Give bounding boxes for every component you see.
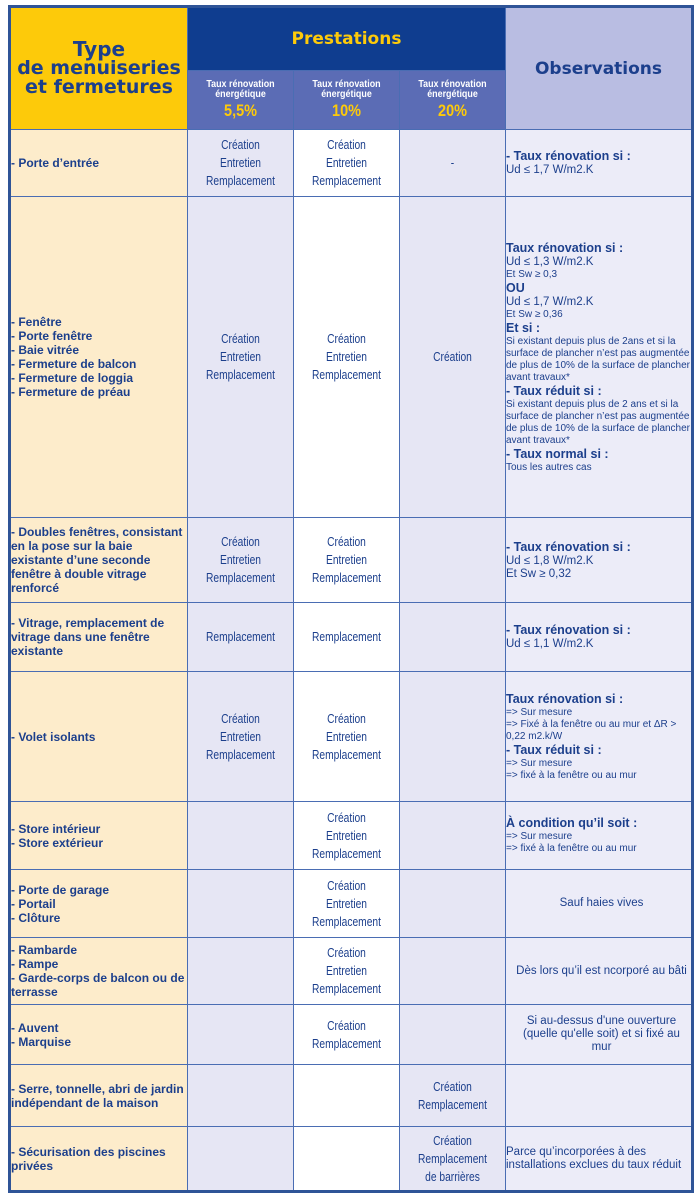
observation-text: Ud ≤ 1,3 W/m2.K — [506, 255, 594, 268]
service-label: Remplacement — [312, 747, 381, 762]
table-row — [10, 1065, 693, 1127]
type-cell — [10, 802, 188, 870]
service-label: Entretien — [325, 156, 368, 170]
observation-cell — [506, 603, 693, 672]
service-label: Création — [433, 1133, 472, 1148]
service-label: Entretien — [325, 553, 368, 567]
observation-text: Si existant depuis plus de 2ans et si la surface de plancher n’est pas augmentée de plus de 10% de la surface de plancher avant travaux* — [506, 335, 691, 383]
observation-heading: OU — [506, 280, 525, 295]
type-header-line-2: de menuiseries — [17, 57, 181, 79]
type-item: - Porte de garage — [11, 882, 110, 897]
service-label: Remplacement — [206, 630, 275, 644]
table-row — [10, 802, 693, 870]
service-label: Création — [221, 138, 260, 152]
observation-cell — [506, 130, 693, 197]
observation-text: Si au-dessus d'une ouverture (quelle qu'elle soit) et si fixé au mur — [523, 1015, 680, 1053]
observation-heading: Taux rénovation si : — [506, 691, 624, 706]
type-item: - Porte d’entrée — [11, 156, 100, 170]
type-item: - Baie vitrée — [11, 343, 80, 357]
type-item: - Serre, tonnelle, abri de jardin indépendant de la maison — [11, 1081, 184, 1110]
service-label: Création — [221, 535, 260, 549]
rate-10-cell — [294, 1065, 400, 1127]
service-label: Création — [433, 1079, 472, 1094]
rate-10-cell — [294, 870, 400, 938]
service-label: Remplacement — [312, 846, 381, 861]
rate-10-cell — [294, 197, 400, 518]
observation-text: Ud ≤ 1,7 W/m2.K — [506, 164, 594, 176]
service-label: Entretien — [219, 553, 262, 567]
service-label: Entretien — [219, 350, 262, 364]
service-label: Remplacement — [206, 174, 275, 188]
type-cell — [10, 1127, 188, 1192]
type-item: - Garde-corps de balcon ou de terrasse — [11, 971, 185, 999]
service-label: Remplacement — [312, 914, 381, 929]
type-item: - Store extérieur — [11, 835, 104, 850]
observation-cell — [506, 197, 693, 518]
rate-20-cell — [400, 1065, 506, 1127]
service-label: Création — [221, 711, 260, 726]
observations-header: Observations — [506, 7, 693, 130]
service-label: Création — [327, 878, 366, 893]
rate-label: Taux rénovation — [206, 78, 275, 90]
type-item: - Marquise — [11, 1034, 72, 1049]
type-item: - Store intérieur — [11, 821, 101, 836]
rate-10-cell — [294, 672, 400, 802]
rate-10-cell — [294, 518, 400, 603]
service-label: de barrières — [425, 1169, 480, 1184]
service-label: Remplacement — [418, 1151, 487, 1166]
type-header-line-1: Type — [72, 37, 126, 61]
observation-cell — [506, 870, 693, 938]
service-label: - — [450, 156, 455, 170]
rate-label: Taux rénovation — [418, 78, 487, 90]
service-label: Remplacement — [206, 747, 275, 762]
rate-10-cell — [294, 938, 400, 1005]
observation-text: Ud ≤ 1,1 W/m2.K — [506, 638, 594, 650]
rate-10-cell — [294, 603, 400, 672]
service-label: Entretien — [325, 896, 368, 911]
rate-20-cell — [400, 1127, 506, 1192]
rate-20-cell — [400, 197, 506, 518]
rate-label: énergétique — [427, 88, 478, 100]
vat-rates-table — [8, 5, 694, 1193]
observation-text: Dès lors qu’il est ncorporé au bâti — [516, 964, 687, 977]
rate-5-5-cell — [188, 870, 294, 938]
service-label: Remplacement — [312, 982, 381, 996]
service-label: Remplacement — [312, 174, 381, 188]
type-item: - Porte fenêtre — [11, 329, 93, 343]
type-item: - Fermeture de loggia — [11, 371, 134, 385]
rate-10-cell — [294, 1127, 400, 1192]
observation-text: => fixé à la fenêtre ou au mur — [506, 769, 637, 781]
table-row — [10, 518, 693, 603]
observation-cell — [506, 1005, 693, 1065]
type-column-header — [10, 7, 188, 130]
observation-heading: - Taux normal si : — [506, 446, 609, 461]
type-cell — [10, 1065, 188, 1127]
type-item: - Rampe — [11, 957, 59, 971]
observation-text: Et Sw ≥ 0,3 — [506, 268, 558, 280]
observation-text: Et Sw ≥ 0,36 — [506, 308, 563, 320]
service-label: Entretien — [325, 350, 368, 364]
service-label: Entretien — [219, 156, 262, 170]
observation-text: Ud ≤ 1,7 W/m2.K — [506, 295, 594, 308]
type-cell — [10, 938, 188, 1005]
observation-heading: À condition qu’il soit : — [506, 816, 638, 830]
type-item: - Sécurisation des piscines privées — [11, 1144, 166, 1173]
service-label: Entretien — [219, 729, 262, 744]
rate-5-5-cell — [188, 802, 294, 870]
rate-20-cell — [400, 603, 506, 672]
rate-20-cell — [400, 870, 506, 938]
rate-10-cell — [294, 1005, 400, 1065]
type-item: - Rambarde — [11, 943, 78, 957]
observation-text: => Sur mesure — [506, 757, 573, 769]
observation-cell — [506, 938, 693, 1005]
rate-label: énergétique — [321, 88, 372, 100]
service-label: Remplacement — [312, 368, 381, 382]
observation-cell — [506, 802, 693, 870]
type-item: - Portail — [11, 896, 56, 911]
rate-header-10 — [294, 71, 400, 130]
rate-5-5-cell — [188, 1127, 294, 1192]
service-label: Création — [327, 711, 366, 726]
observation-text: Parce qu’incorporées à des installations exclues du taux réduit — [506, 1145, 682, 1171]
table-row — [10, 1005, 693, 1065]
type-item: - Auvent — [11, 1020, 59, 1035]
rate-20-cell — [400, 802, 506, 870]
type-cell — [10, 197, 188, 518]
observation-cell — [506, 1127, 693, 1192]
service-label: Entretien — [325, 828, 368, 843]
rate-5-5-cell — [188, 1065, 294, 1127]
type-cell — [10, 870, 188, 938]
type-item: - Doubles fenêtres, consistant en la pose sur la baie existante d’une seconde fenêtre à double vitrage renforcé — [11, 525, 183, 595]
rate-5-5-cell — [188, 938, 294, 1005]
service-label: Entretien — [325, 964, 368, 978]
type-header-line-3: et fermetures — [25, 76, 173, 98]
observation-cell — [506, 672, 693, 802]
service-label: Création — [327, 535, 366, 549]
service-label: Création — [221, 332, 260, 346]
observation-text: Ud ≤ 1,8 W/m2.K — [506, 554, 594, 567]
observation-heading: - Taux rénovation si : — [506, 149, 631, 163]
service-label: Création — [327, 1018, 366, 1033]
rate-5-5-cell — [188, 603, 294, 672]
observation-heading: - Taux rénovation si : — [506, 623, 631, 637]
service-label: Création — [327, 138, 366, 152]
rate-20-cell — [400, 672, 506, 802]
observation-heading: - Taux rénovation si : — [506, 539, 631, 554]
observation-text: => fixé à la fenêtre ou au mur — [506, 843, 637, 854]
table-row — [10, 130, 693, 197]
rate-5-5-cell — [188, 197, 294, 518]
type-item: - Fenêtre — [11, 315, 62, 329]
rate-header-20 — [400, 71, 506, 130]
service-label: Création — [327, 332, 366, 346]
table-row — [10, 197, 693, 518]
table-row — [10, 672, 693, 802]
table-row — [10, 603, 693, 672]
observation-text: => Sur mesure — [506, 706, 573, 718]
rate-10-cell — [294, 802, 400, 870]
service-label: Création — [327, 946, 366, 960]
rate-20-cell — [400, 938, 506, 1005]
observation-heading: Taux rénovation si : — [506, 240, 624, 255]
service-label: Entretien — [325, 729, 368, 744]
type-item: - Fermeture de préau — [11, 385, 131, 399]
observation-text: => Fixé à la fenêtre ou au mur et ΔR > 0,22 m2.k/W — [506, 718, 677, 742]
table-row — [10, 938, 693, 1005]
rate-5-5-cell — [188, 1005, 294, 1065]
service-label: Création — [327, 810, 366, 825]
observation-heading: - Taux réduit si : — [506, 383, 602, 398]
type-cell — [10, 603, 188, 672]
observation-text: Et Sw ≥ 0,32 — [506, 567, 572, 580]
observation-text: => Sur mesure — [506, 831, 573, 842]
table-row — [10, 870, 693, 938]
rate-20-cell — [400, 1005, 506, 1065]
type-item: - Clôture — [11, 910, 61, 925]
service-label: Remplacement — [206, 368, 275, 382]
observation-text: Sauf haies vives — [559, 897, 644, 909]
rate-5-5-cell — [188, 130, 294, 197]
service-label: Création — [433, 350, 472, 364]
rate-value: 20% — [438, 101, 467, 120]
rate-header-5-5 — [188, 71, 294, 130]
observation-text: Si existant depuis plus de 2 ans et si la surface de plancher n’est pas augmentée de plus de 10% de la surface de plancher avant travaux* — [506, 398, 691, 446]
table-body — [10, 130, 693, 1192]
type-cell — [10, 518, 188, 603]
service-label: Remplacement — [312, 630, 381, 644]
type-item: - Fermeture de balcon — [11, 357, 137, 371]
observation-text: Tous les autres cas — [506, 461, 592, 473]
rate-5-5-cell — [188, 518, 294, 603]
type-item: - Volet isolants — [11, 729, 96, 744]
rate-value: 5,5% — [224, 101, 257, 120]
service-label: Remplacement — [312, 1036, 381, 1051]
observation-cell — [506, 1065, 693, 1127]
observation-heading: - Taux réduit si : — [506, 742, 602, 757]
prestations-header: Prestations — [188, 7, 506, 71]
service-label: Remplacement — [418, 1097, 487, 1112]
type-item: - Vitrage, remplacement de vitrage dans une fenêtre existante — [11, 616, 165, 658]
observation-cell — [506, 518, 693, 603]
service-label: Remplacement — [206, 571, 275, 585]
observation-heading: Et si : — [506, 320, 541, 335]
rate-5-5-cell — [188, 672, 294, 802]
rate-20-cell — [400, 518, 506, 603]
rate-label: Taux rénovation — [312, 78, 381, 90]
rate-label: énergétique — [215, 88, 266, 100]
rate-value: 10% — [332, 101, 361, 120]
type-cell — [10, 1005, 188, 1065]
rate-10-cell — [294, 130, 400, 197]
service-label: Remplacement — [312, 571, 381, 585]
table-row — [10, 1127, 693, 1192]
rate-20-cell — [400, 130, 506, 197]
type-cell — [10, 130, 188, 197]
type-cell — [10, 672, 188, 802]
